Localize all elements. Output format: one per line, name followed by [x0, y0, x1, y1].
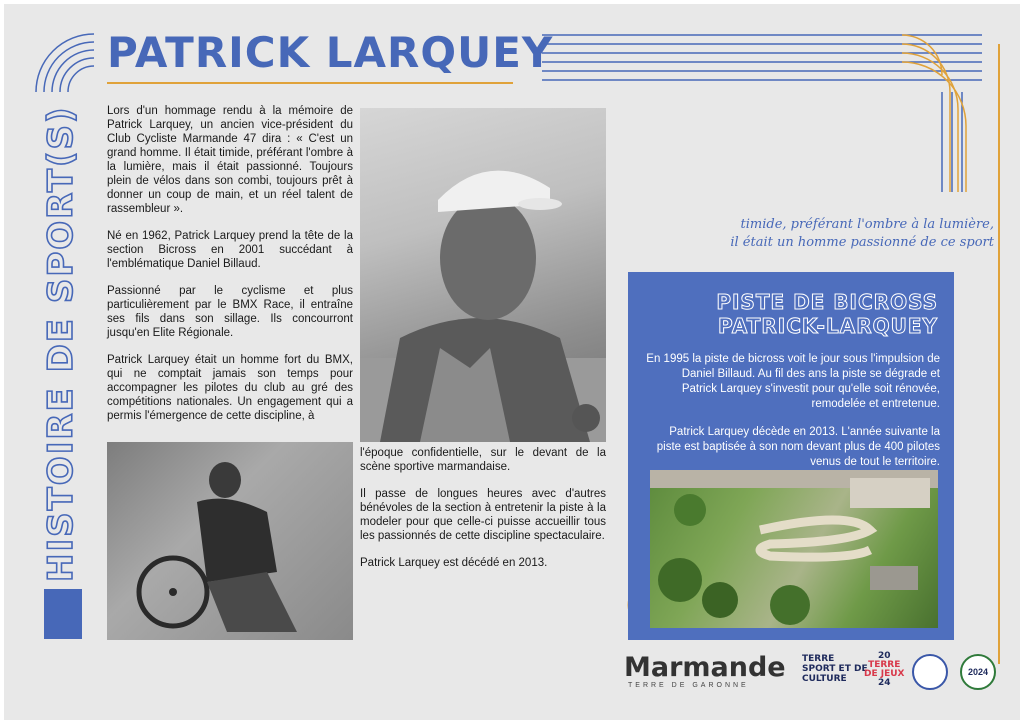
quote-line: il était un homme passionné de ce sport	[730, 235, 994, 250]
paragraph: Passionné par le cyclisme et plus particulièrement par le BMX Race, il entraîne ses fils dans son sillage. Ils concourront jusqu'en Elite Régionale.	[107, 285, 353, 339]
portrait-illustration	[360, 108, 606, 442]
terre-de-sport-logo: TERRE SPORT ET DE CULTURE	[802, 654, 868, 684]
line-decoration-top-right	[542, 32, 982, 202]
marmande-subtitle: TERRE DE GARONNE	[628, 682, 749, 689]
badge-2024-icon: 2024	[960, 654, 996, 690]
vertical-bar-accent	[44, 589, 82, 639]
aerial-track-photo	[650, 470, 938, 628]
terre-de-jeux-logo: 20 TERRE DE JEUX 24	[864, 651, 905, 688]
quote-line: timide, préférant l'ombre à la lumière,	[740, 217, 994, 232]
bicycle-repair-photo	[107, 442, 353, 640]
box-title-line: PATRICK-LARQUEY	[718, 314, 938, 338]
paragraph: Patrick Larquey était un homme fort du BMX, qui ne comptait jamais son temps pour accompagner les pilotes du club au gré des compétitions nationales. Un engagement qui a permis l'émergence de cette discipline, à	[107, 354, 353, 422]
club-badge-icon	[912, 654, 948, 690]
arc-decoration-top-left	[32, 30, 96, 94]
partner-logos	[624, 648, 1004, 698]
paragraph: Patrick Larquey est décédé en 2013.	[360, 557, 548, 569]
page-title: PATRICK LARQUEY	[107, 28, 554, 77]
marmande-logo: Marmande	[624, 652, 786, 683]
track-info-box	[628, 272, 954, 640]
paragraph: Né en 1962, Patrick Larquey prend la tête de la section Bicross en 2001 succédant à l'emblématique Daniel Billaud.	[107, 230, 353, 270]
paragraph: Lors d'un hommage rendu à la mémoire de Patrick Larquey, un ancien vice-président du Club Cycliste Marmande 47 dira : « C'est un grand homme. Il était timide, préférant l'ombre à la lumière, mais il était passionné. Toujours plein de vélos dans son combi, toujours prêt à donner un coup de main, et un réel talent de rassembleur ».	[107, 105, 353, 215]
vertical-section-label: HISTOIRE DE SPORT(S)	[41, 105, 81, 582]
paragraph: En 1995 la piste de bicross voit le jour sous l'impulsion de Daniel Billaud. Au fil des ans la piste se dégrade et Patrick Larquey s'investit pour qu'elle soit rénovée, remodelée et entretenue.	[646, 353, 940, 410]
box-title	[628, 290, 938, 338]
title-underline	[107, 82, 513, 84]
text-column-middle	[360, 446, 606, 583]
portrait-photo	[360, 108, 606, 442]
bicycle-illustration	[107, 442, 353, 640]
pull-quote	[644, 216, 994, 252]
orange-border-line	[998, 44, 1000, 664]
box-text	[644, 352, 940, 483]
aerial-illustration	[650, 470, 938, 628]
poster-panel	[4, 4, 1020, 720]
paragraph: Il passe de longues heures avec d'autres bénévoles de la section à entretenir la piste à la modeler pour que celle-ci puisse accueillir tous les passionnés de cette discipline spectaculaire.	[360, 488, 606, 542]
box-title-line: PISTE DE BICROSS	[716, 290, 938, 314]
paragraph: Patrick Larquey décède en 2013. L'année suivante la piste est baptisée à son nom devant plus de 400 pilotes venus de tout le territoire.	[656, 426, 940, 468]
paragraph: l'époque confidentielle, sur le devant de la scène sportive marmandaise.	[360, 447, 606, 473]
text-column-left	[107, 104, 353, 436]
